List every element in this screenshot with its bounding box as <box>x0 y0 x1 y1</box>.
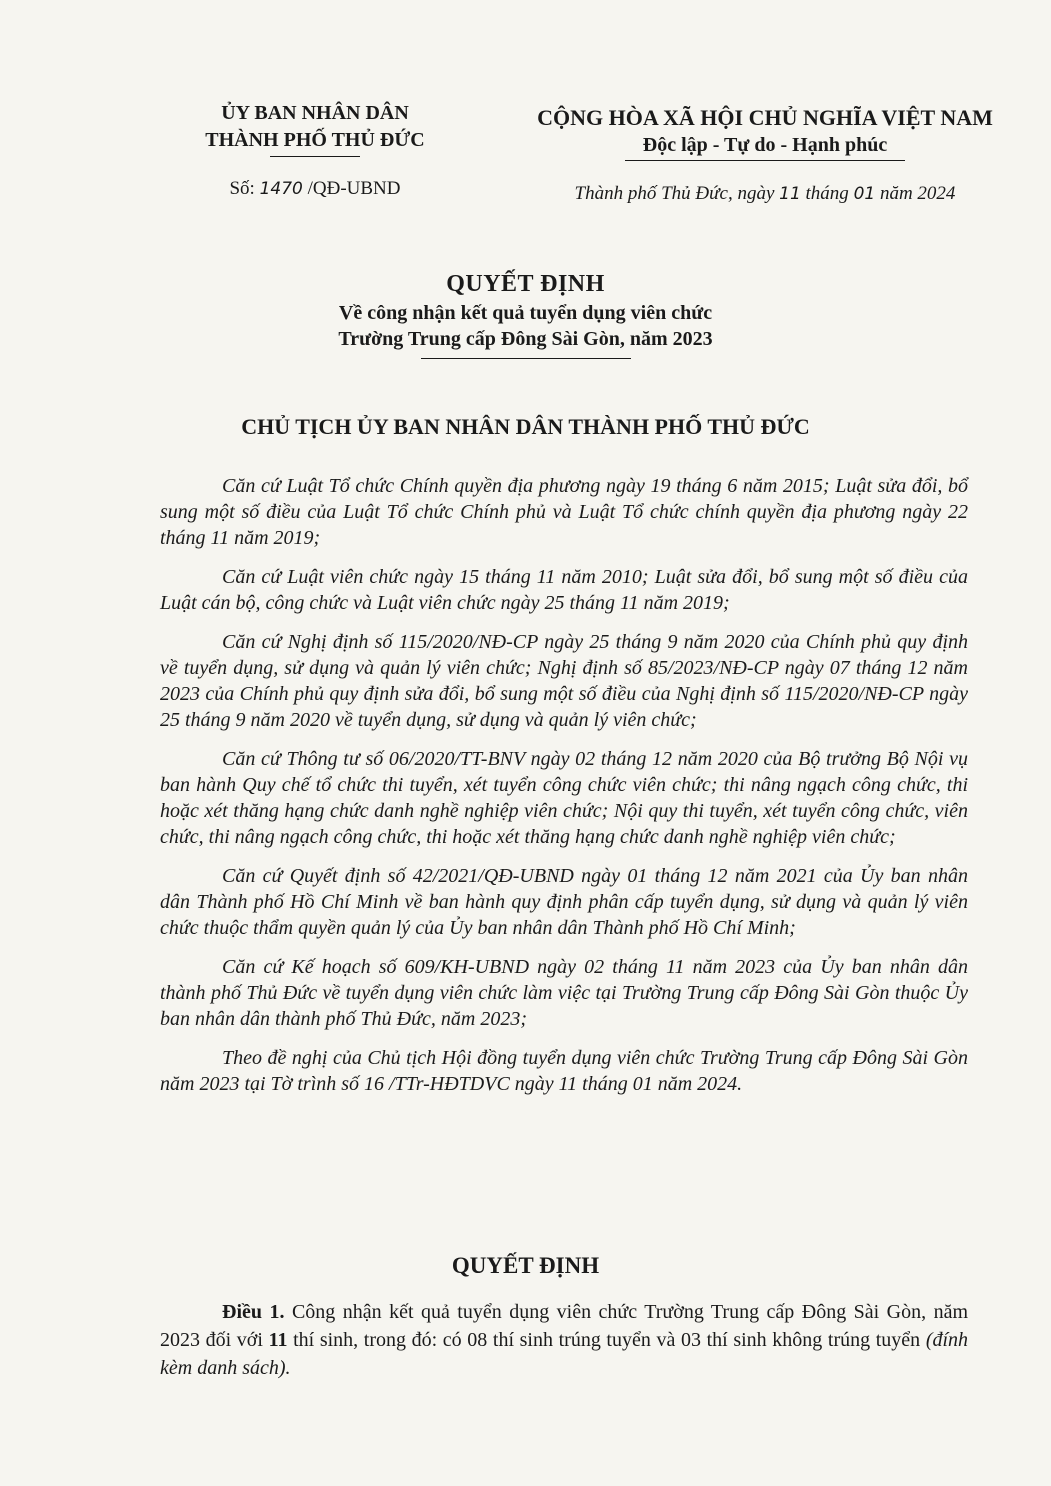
article-1-label: Điều 1. <box>222 1301 285 1323</box>
document-number <box>150 175 480 203</box>
signing-authority: CHỦ TỊCH ỦY BAN NHÂN DÂN THÀNH PHỐ THỦ ĐỨC <box>241 414 810 439</box>
legal-basis-item: Căn cứ Thông tư số 06/2020/TT-BNV ngày 02 tháng 12 năm 2020 của Bộ trưởng Bộ Nội vụ ban hành Quy chế tổ chức thi tuyển, xét tuyển công chức viên chức; thi nâng ngạch công chức, thi hoặc xét thăng hạng chức danh nghề nghiệp viên chức; Nội quy thi tuyển, xét tuyển công chức, viên chức, thi nâng ngạch công chức, thi hoặc xét thăng hạng chức danh nghề nghiệp viên chức; <box>160 748 968 848</box>
issue-date <box>480 183 1050 205</box>
legal-basis-item: Căn cứ Quyết định số 42/2021/QĐ-UBND ngày 01 tháng 12 năm 2021 của Ủy ban nhân dân Thành phố Hồ Chí Minh về ban hành quy định phân cấp tuyển dụng, sử dụng và quản lý viên chức thuộc thẩm quyền quản lý của Ủy ban nhân dân Thành phố Hồ Chí Minh; <box>160 865 968 939</box>
legal-basis-item: Căn cứ Luật Tổ chức Chính quyền địa phương ngày 19 tháng 6 năm 2015; Luật sửa đổi, bổ sung một số điều của Luật Tổ chức Chính phủ và Luật Tổ chức chính quyền địa phương ngày 22 tháng 11 năm 2019; <box>160 475 968 549</box>
document-subject-line1: Về công nhận kết quả tuyển dụng viên chức <box>338 302 713 324</box>
date-day: 11 <box>779 184 801 204</box>
number-prefix: Số: <box>229 178 255 199</box>
national-header-block <box>480 104 1050 205</box>
number-handwritten: 1470 <box>259 179 303 199</box>
header-left-underline <box>270 156 360 157</box>
decision-heading: QUYẾT ĐỊNH <box>451 1253 600 1278</box>
number-suffix: /QĐ-UBND <box>307 178 401 199</box>
legal-basis-item: Căn cứ Kế hoạch số 609/KH-UBND ngày 02 tháng 11 năm 2023 của Ủy ban nhân dân thành phố Thủ Đức về tuyển dụng viên chức làm việc tại Trường Trung cấp Đông Sài Gòn thuộc Ủy ban nhân dân thành phố Thủ Đức, năm 2023; <box>160 956 968 1030</box>
document-type: QUYẾT ĐỊNH <box>446 271 605 297</box>
nation-name: CỘNG HÒA XÃ HỘI CHỦ NGHĨA VIỆT NAM <box>537 105 993 130</box>
issuing-org-line1: ỦY BAN NHÂN DÂN <box>221 102 409 124</box>
document-subject-line2: Trường Trung cấp Đông Sài Gòn, năm 2023 <box>338 328 713 350</box>
date-month: 01 <box>853 184 876 204</box>
legal-basis-list <box>160 473 968 1110</box>
article-1-text-b: thí sinh, trong đó: có 08 thí sinh trúng tuyển và 03 thí sinh không trúng tuyển <box>293 1329 921 1351</box>
article-1-text-a: Công nhận kết quả tuyển dụng viên chức Trường Trung cấp Đông Sài Gòn, năm 2023 đối với <box>160 1301 969 1351</box>
article-1 <box>160 1298 968 1382</box>
document-title-block <box>0 268 1051 359</box>
issuing-org-line2: THÀNH PHỐ THỦ ĐỨC <box>205 129 425 151</box>
national-motto: Độc lập - Tự do - Hạnh phúc <box>642 134 888 156</box>
legal-basis-item: Theo đề nghị của Chủ tịch Hội đồng tuyển dụng viên chức Trường Trung cấp Đông Sài Gòn năm 2023 tại Tờ trình số 16 /TTr-HĐTDVC ngày 11 tháng 01 năm 2024. <box>160 1047 968 1095</box>
date-part2: tháng <box>805 183 849 204</box>
article-1-count: 11 <box>268 1329 288 1351</box>
motto-underline <box>625 160 905 161</box>
date-part3: năm 2024 <box>879 183 956 204</box>
issuing-authority-block <box>150 100 480 203</box>
date-part1: Thành phố Thủ Đức, ngày <box>574 183 775 204</box>
article-1-note: (đính kèm danh sách). <box>160 1329 969 1379</box>
legal-basis-item: Căn cứ Luật viên chức ngày 15 tháng 11 năm 2010; Luật sửa đổi, bổ sung một số điều của Luật cán bộ, công chức và Luật viên chức ngày 25 tháng 11 năm 2019; <box>160 566 968 614</box>
legal-basis-item: Căn cứ Nghị định số 115/2020/NĐ-CP ngày 25 tháng 9 năm 2020 của Chính phủ quy định về tuyển dụng, sử dụng và quản lý viên chức; Nghị định số 85/2023/NĐ-CP ngày 07 tháng 12 năm 2023 của Chính phủ quy định sửa đổi, bổ sung một số điều của Nghị định số 115/2020/NĐ-CP ngày 25 tháng 9 năm 2020 về tuyển dụng, sử dụng và quản lý viên chức; <box>160 631 968 731</box>
title-underline <box>421 358 631 359</box>
